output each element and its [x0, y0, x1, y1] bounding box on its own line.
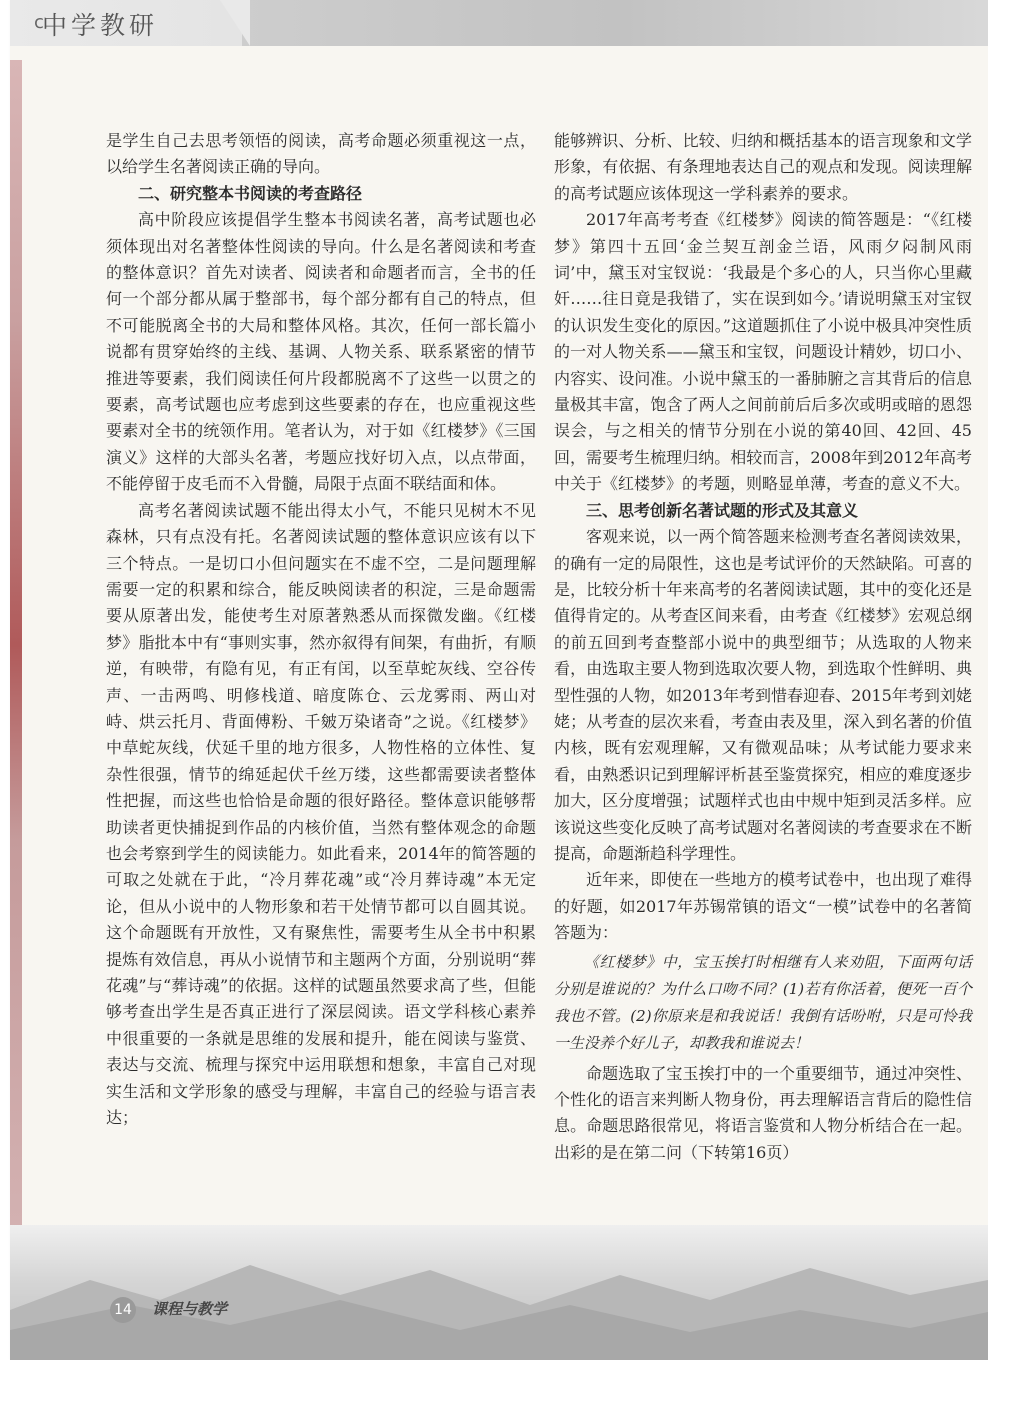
header-mark: c	[34, 12, 44, 33]
journal-page	[10, 0, 988, 1360]
body-paragraph: 客观来说，以一两个简答题来检测考查名著阅读效果，的确有一定的局限性，这也是考试评价的天然缺陷。可喜的是，比较分析十年来高考的名著阅读试题，其中的变化还是值得肯定的。从考查区间来看，由考查《红楼梦》宏观总纲的前五回到考查整部小说中的典型细节；从选取的人物来看，由选取主要人物到选取次要人物，到选取个性鲜明、典型性强的人物，如2013年考到惜春迎春、2015年考到刘姥姥；从考查的层次来看，考查由表及里，深入到名著的价值内核，既有宏观理解，又有微观品味；从考试能力要求来看，由熟悉识记到理解评析甚至鉴赏探究，相应的难度逐步加大，区分度增强；试题样式也由中规中矩到灵活多样。应该说这些变化反映了高考试题对名著阅读的考查要求在不断提高，命题渐趋科学理性。	[554, 527, 972, 863]
magazine-section-name: 课程与教学	[152, 1300, 228, 1318]
page-edge-stripe	[10, 60, 22, 1360]
scan-margin-bottom	[0, 1360, 1024, 1408]
body-paragraph: 近年来，即使在一些地方的模考试卷中，也出现了难得的好题，如2017年苏锡常镇的语文“一模”试卷中的名著简答题为：	[554, 870, 972, 943]
header-divider-triangle	[220, 0, 250, 46]
page-number: 14	[110, 1297, 136, 1323]
body-paragraph: 命题选取了宝玉挨打中的一个重要细节，通过冲突性、个性化的语言来判断人物身份，再去理解语言背后的隐性信息。命题思路很常见，将语言鉴赏和人物分析结合在一起。出彩的是在第二问（下转第16页）	[554, 1063, 972, 1162]
journal-title: 中学教研	[42, 11, 159, 40]
quoted-exam-question: 《红楼梦》中，宝玉挨打时相继有人来劝阻，下面两句话分别是谁说的？为什么口吻不同？(1)若有你活着，便死一百个我也不管。(2)你原来是和我说话！我倒有话吩咐，只是可怜我一生没养个好儿子，却教我和谁说去！	[554, 952, 972, 1052]
body-paragraph: 能够辨识、分析、比较、归纳和概括基本的语言现象和文学形象，有依据、有条理地表达自己的观点和发现。阅读理解的高考试题应该体现这一学科素养的要求。	[554, 131, 972, 203]
scan-margin-right	[988, 0, 1024, 1408]
section-heading: 二、研究整本书阅读的考查路径	[138, 183, 363, 203]
header-band-dark	[242, 0, 988, 46]
left-column	[106, 128, 536, 1131]
body-paragraph: 高考名著阅读试题不能出得太小气，不能只见树木不见森林，只有点没有托。名著阅读试题的整体意识应该有以下三个特点。一是切口小但问题实在不虚不空，二是问题理解需要一定的积累和综合，能反映阅读者的积淀，三是命题需要从原著出发，能使考生对原著熟悉从而探微发幽。《红楼梦》脂批本中有“事则实事，然亦叙得有间架，有曲折，有顺逆，有映带，有隐有见，有正有闰，以至草蛇灰线、空谷传声、一击两鸣、明修栈道、暗度陈仓、云龙雾雨、两山对峙、烘云托月、背面傅粉、千皴万染诸奇”之说。《红楼梦》中草蛇灰线，伏延千里的地方很多，人物性格的立体性、复杂性很强，情节的绵延起伏千丝万缕，这些都需要读者整体性把握，而这些也恰恰是命题的很好路径。整体意识能够帮助读者更快捕捉到作品的内核价值，当然有整体观念的命题也会考察到学生的阅读能力。如此看来，2014年的简答题的可取之处就在于此，“冷月葬花魂”或“冷月葬诗魂”本无定论，但从小说中的人物形象和若干处情节都可以自圆其说。这个命题既有开放性，又有聚焦性，需要考生从全书中积累提炼有效信息，再从小说情节和主题两个方面，分别说明“葬花魂”与“葬诗魂”的依据。这样的试题虽然要求高了些，但能够考查出学生是否真正进行了深层阅读。语文学科核心素养中很重要的一条就是思维的发展和提升，能在阅读与鉴赏、表达与交流、梳理与探究中运用联想和想象，丰富自己对现实生活和文学形象的感受与理解，丰富自己的经验与语言表达；	[106, 500, 536, 1128]
body-paragraph: 高中阶段应该提倡学生整本书阅读名著，高考试题也必须体现出对名著整体性阅读的导向。什么是名著阅读和考查的整体意识？首先对读者、阅读者和命题者而言，全书的任何一个部分都从属于整部书，每个部分都有自己的特点，但不可能脱离全书的大局和整体风格。其次，任何一部长篇小说都有贯穿始终的主线、基调、人物关系、联系紧密的情节推进等要素，我们阅读任何片段都脱离不了这些一以贯之的要素，高考试题也应考虑到这些要素的存在，也应重视这些要素对全书的统领作用。笔者认为，对于如《红楼梦》《三国演义》这样的大部头名著，考题应找好切入点，以点带面，不能停留于皮毛而不入骨髓，局限于点面不联结面和体。	[106, 210, 536, 494]
body-paragraph: 是学生自己去思考领悟的阅读，高考命题必须重视这一点，以给学生名著阅读正确的导向。	[106, 131, 536, 177]
right-column	[554, 128, 972, 1166]
section-heading: 三、思考创新名著试题的形式及其意义	[586, 500, 859, 520]
body-paragraph: 2017年高考考查《红楼梦》阅读的简答题是：“《红楼梦》第四十五回‘金兰契互剖金兰语，风雨夕闷制风雨词’中，黛玉对宝钗说：‘我最是个多心的人，只当你心里藏奸……往日竟是我错了，实在误到如今。’请说明黛玉对宝钗的认识发生变化的原因。”这道题抓住了小说中极具冲突性质的一对人物关系——黛玉和宝钗，问题设计精妙，切口小、内容实、设问准。小说中黛玉的一番肺腑之言其背后的信息量极其丰富，饱含了两人之间前前后后多次或明或暗的恩怨误会，与之相关的情节分别在小说的第40回、42回、45回，需要考生梳理归纳。相较而言，2008年到2012年高考中关于《红楼梦》的考题，则略显单薄，考查的意义不大。	[554, 210, 972, 494]
